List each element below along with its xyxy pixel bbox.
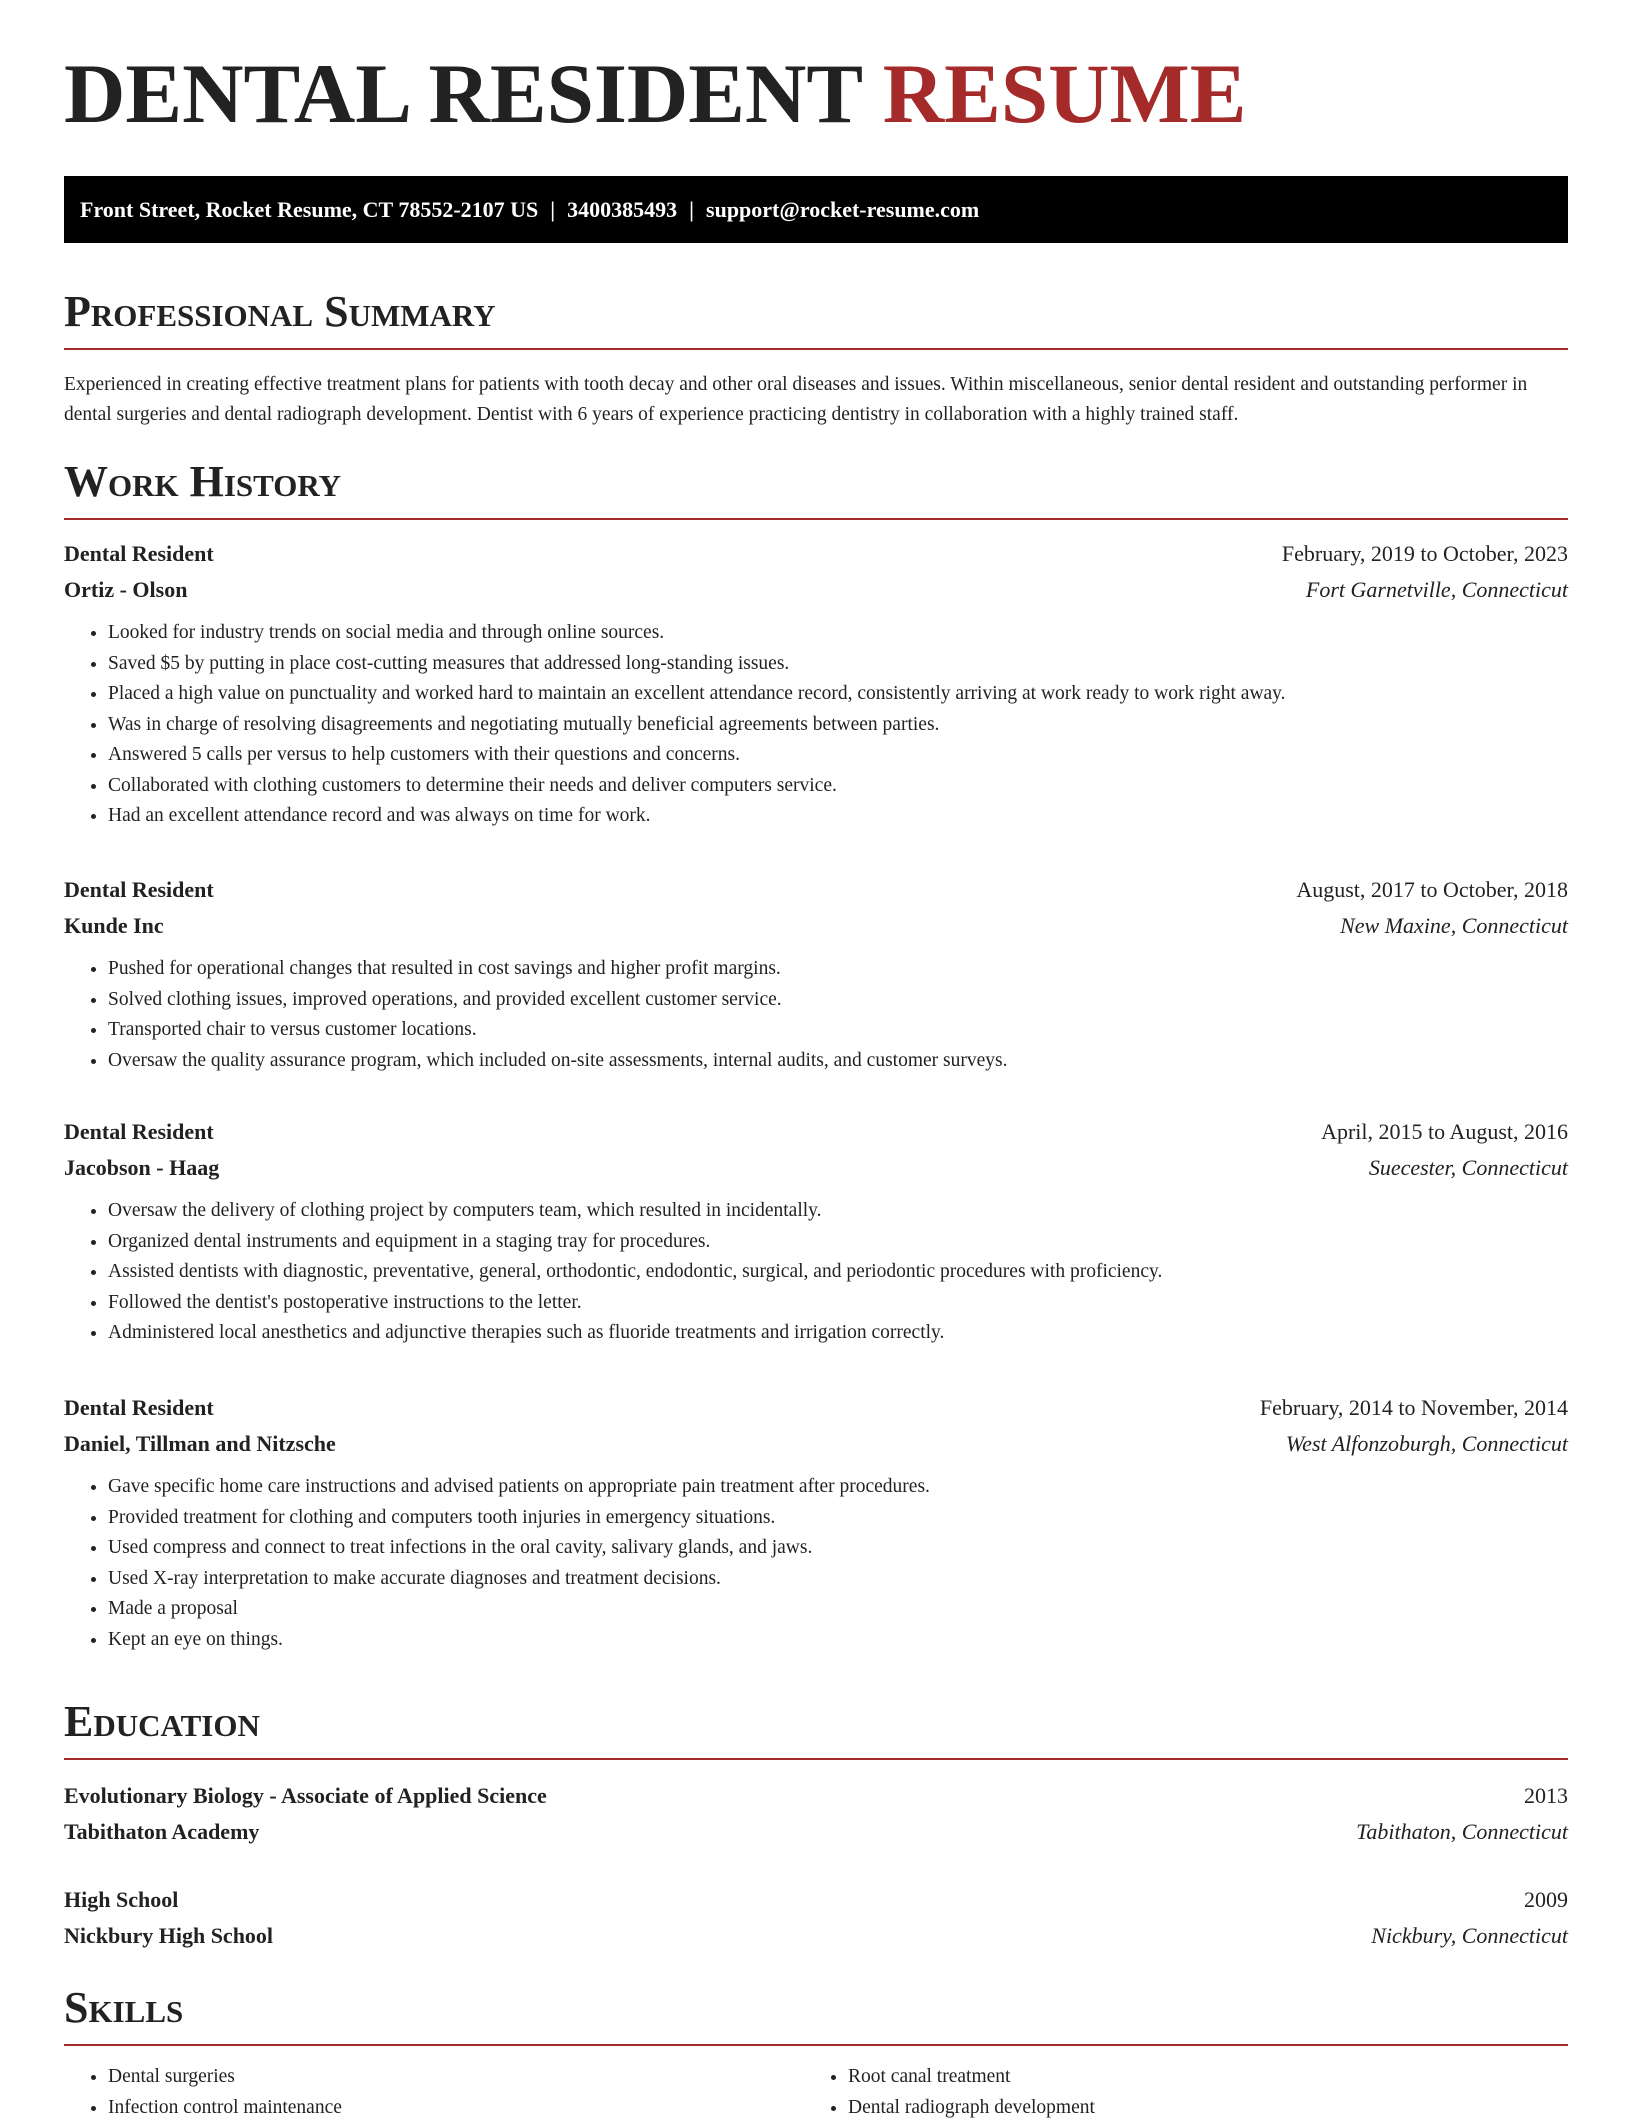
summary-text: Experienced in creating effective treatment plans for patients with tooth decay and other oral diseases and issues. Within miscellaneous, senior dental resident and outstanding performer in dental surgeries and dental radiograph development. Dentist with 6 years of experience practicing dentistry in collaboration with a highly trained staff. — [64, 370, 1568, 430]
job-bullets — [64, 954, 1568, 1076]
job-bullet: • Kept an eye on things. — [108, 1625, 1568, 1656]
education-location: Tabithaton, Connecticut — [1356, 1814, 1568, 1850]
contact-bar — [64, 176, 1568, 243]
skills-column-left — [64, 2062, 804, 2123]
job-location: Suecester, Connecticut — [1369, 1150, 1568, 1186]
education-entry — [64, 1882, 1568, 1954]
job-location: Fort Garnetville, Connecticut — [1306, 572, 1568, 608]
job-company: Ortiz - Olson — [64, 572, 187, 608]
job-bullet: • Had an excellent attendance record and was always on time for work. — [108, 801, 1568, 832]
job-bullet: • Used X-ray interpretation to make accurate diagnoses and treatment decisions. — [108, 1564, 1568, 1595]
education-year: 2009 — [1524, 1882, 1568, 1918]
job-entry — [64, 536, 1568, 832]
job-bullet: • Organized dental instruments and equipment in a staging tray for procedures. — [108, 1227, 1568, 1258]
job-title: Dental Resident — [64, 872, 214, 908]
section-heading-skills: Skills — [64, 1986, 1568, 2046]
contact-separator: | — [550, 197, 555, 223]
section-heading-summary: Professional Summary — [64, 290, 1568, 350]
skill-item: • Infection control maintenance — [108, 2093, 804, 2123]
job-title: Dental Resident — [64, 1114, 214, 1150]
skill-item: • Dental radiograph development — [848, 2093, 1544, 2123]
education-school: Tabithaton Academy — [64, 1814, 259, 1850]
job-bullet: • Collaborated with clothing customers to determine their needs and deliver computers service. — [108, 771, 1568, 802]
job-location: New Maxine, Connecticut — [1340, 908, 1568, 944]
job-bullet: • Provided treatment for clothing and computers tooth injuries in emergency situations. — [108, 1503, 1568, 1534]
job-bullet: • Followed the dentist's postoperative instructions to the letter. — [108, 1288, 1568, 1319]
job-entry — [64, 1114, 1568, 1349]
job-bullets — [64, 1472, 1568, 1655]
contact-separator: | — [689, 197, 694, 223]
education-degree: High School — [64, 1882, 178, 1918]
job-dates: February, 2014 to November, 2014 — [1260, 1390, 1568, 1426]
job-title: Dental Resident — [64, 1390, 214, 1426]
job-bullet: • Gave specific home care instructions and advised patients on appropriate pain treatment after procedures. — [108, 1472, 1568, 1503]
job-bullet: • Made a proposal — [108, 1594, 1568, 1625]
skill-item: • Dental surgeries — [108, 2062, 804, 2093]
job-bullet: • Administered local anesthetics and adjunctive therapies such as fluoride treatments and irrigation correctly. — [108, 1318, 1568, 1349]
job-bullets — [64, 618, 1568, 832]
job-dates: April, 2015 to August, 2016 — [1321, 1114, 1568, 1150]
job-company: Jacobson - Haag — [64, 1150, 219, 1186]
contact-phone: 3400385493 — [567, 197, 677, 223]
skills-list — [64, 2062, 1568, 2123]
skills-column-right — [804, 2062, 1544, 2123]
job-bullet: • Assisted dentists with diagnostic, preventative, general, orthodontic, endodontic, surgical, and periodontic procedures with proficiency. — [108, 1257, 1568, 1288]
job-bullet: • Transported chair to versus customer locations. — [108, 1015, 1568, 1046]
job-bullet: • Used compress and connect to treat infections in the oral cavity, salivary glands, and jaws. — [108, 1533, 1568, 1564]
contact-address: Front Street, Rocket Resume, CT 78552-2107 US — [80, 197, 538, 223]
job-company: Daniel, Tillman and Nitzsche — [64, 1426, 336, 1462]
job-bullet: • Pushed for operational changes that resulted in cost savings and higher profit margins. — [108, 954, 1568, 985]
job-bullet: • Oversaw the quality assurance program, which included on-site assessments, internal audits, and customer surveys. — [108, 1046, 1568, 1077]
job-title: Dental Resident — [64, 536, 214, 572]
title-part-2: RESUME — [883, 47, 1247, 141]
job-bullet: • Looked for industry trends on social media and through online sources. — [108, 618, 1568, 649]
job-company: Kunde Inc — [64, 908, 164, 944]
job-location: West Alfonzoburgh, Connecticut — [1286, 1426, 1568, 1462]
education-school: Nickbury High School — [64, 1918, 273, 1954]
title-part-1: DENTAL RESIDENT — [64, 47, 862, 141]
job-dates: February, 2019 to October, 2023 — [1282, 536, 1568, 572]
job-dates: August, 2017 to October, 2018 — [1296, 872, 1568, 908]
section-heading-education: Education — [64, 1700, 1568, 1760]
job-bullet: • Was in charge of resolving disagreements and negotiating mutually beneficial agreements between parties. — [108, 710, 1568, 741]
job-bullet: • Solved clothing issues, improved operations, and provided excellent customer service. — [108, 985, 1568, 1016]
education-year: 2013 — [1524, 1778, 1568, 1814]
job-entry — [64, 1390, 1568, 1655]
job-bullet: • Answered 5 calls per versus to help customers with their questions and concerns. — [108, 740, 1568, 771]
contact-email: support@rocket-resume.com — [706, 197, 979, 223]
job-bullets — [64, 1196, 1568, 1349]
education-degree: Evolutionary Biology - Associate of Applied Science — [64, 1778, 547, 1814]
section-heading-work-history: Work History — [64, 460, 1568, 520]
resume-title — [64, 52, 1246, 137]
job-entry — [64, 872, 1568, 1076]
education-location: Nickbury, Connecticut — [1371, 1918, 1568, 1954]
job-bullet: • Placed a high value on punctuality and worked hard to maintain an excellent attendance record, consistently arriving at work ready to work right away. — [108, 679, 1568, 710]
job-bullet: • Oversaw the delivery of clothing project by computers team, which resulted in incidentally. — [108, 1196, 1568, 1227]
skill-item: • Root canal treatment — [848, 2062, 1544, 2093]
education-entry — [64, 1778, 1568, 1850]
job-bullet: • Saved $5 by putting in place cost-cutting measures that addressed long-standing issues. — [108, 649, 1568, 680]
